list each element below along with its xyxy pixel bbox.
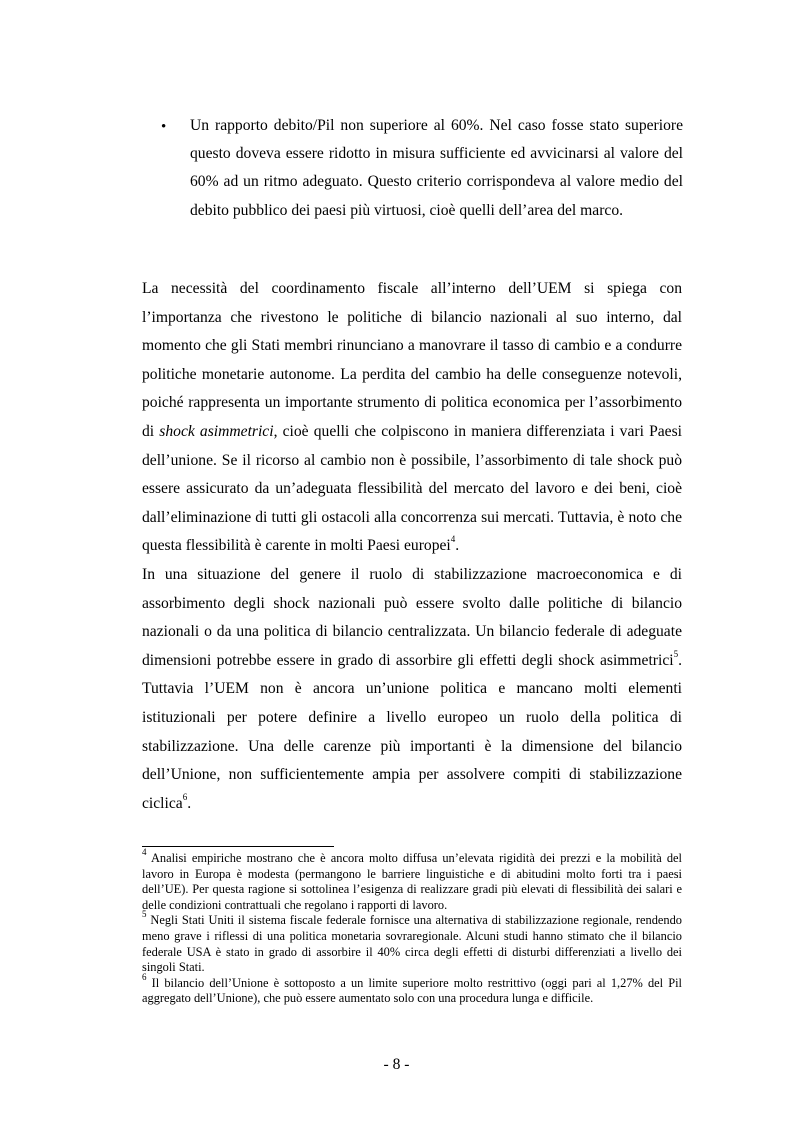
page-number: - 8 -	[383, 1056, 410, 1073]
bullet-text: Un rapporto debito/Pil non superiore al 60%. Nel caso fosse stato superiore questo doveva essere ridotto in misura sufficiente ed avvicinarsi al valore del 60% ad un ritmo adeguato. Questo criterio corrispondeva al valore medio del debito pubblico dei paesi più virtuosi, cioè quelli dell’area del marco.	[190, 117, 683, 219]
footnote-ref-4: 4	[450, 534, 456, 545]
paragraph-1: La necessità del coordinamento fiscale all’interno dell’UEM si spiega con l’importanza che rivestono le politiche di bilancio nazionali al suo interno, dal momento che gli Stati membri rinunciano a manovrare il tasso di cambio e a condurre politiche monetarie autonome. La perdita del cambio ha delle conseguenze notevoli, poiché rappresenta un importante strumento di politica economica per l’assorbimento di shock asimmetrici, cioè quelli che colpiscono in maniera differenziata i vari Paesi dell’unione. Se il ricorso al cambio non è possibile, l’assorbimento di tale shock può essere assicurato da un’adeguata flessibilità del mercato del lavoro e dei beni, cioè dall’eliminazione di tutti gli ostacoli alla concorrenza sui mercati. Tuttavia, è noto che questa flessibilità è carente in molti Paesi europei$^4$.	[142, 280, 682, 555]
bullet-item	[161, 112, 683, 225]
footnote-6: $^6$ Il bilancio dell’Unione è sottoposto a un limite superiore molto restrittivo (oggi pari al 1,27% del Pil aggregato dell’Unione), che può essere aumentato solo con una procedura lunga e difficile.	[142, 971, 682, 1006]
main-text	[142, 275, 682, 818]
footnotes	[142, 846, 682, 1007]
footnote-5: $^5$ Negli Stati Uniti il sistema fiscale federale fornisce una alternativa di stabilizzazione regionale, rendendo meno grave i riflessi di una politica monetaria sovraregionale. Alcuni studi hanno stimato che il bilancio federale USA è stato in grado di assorbire il 40% circa degli effetti di disturbi differenziati a livello dei singoli Stati.	[142, 909, 682, 975]
footnote-ref-5: 5	[673, 648, 679, 659]
footnote-separator	[142, 846, 334, 847]
paragraph-2: In una situazione del genere il ruolo di stabilizzazione macroeconomica e di assorbimento degli shock nazionali può essere svolto dalle politiche di bilancio nazionali o da una politica di bilancio centralizzata. Un bilancio federale di adeguate dimensioni potrebbe essere in grado di assorbire gli effetti degli shock asimmetrici$^5$. Tuttavia l’UEM non è ancora un’unione politica e mancano molti elementi istituzionali per potere definire a livello europeo un ruolo della politica di stabilizzazione. Una delle carenze più importanti è la dimensione del bilancio dell’Unione, non sufficientemente ampia per assolvere compiti di stabilizzazione ciclica$^6$.	[142, 565, 682, 812]
bullet-icon: •	[161, 119, 167, 135]
footnote-4: $^4$ Analisi empiriche mostrano che è ancora molto diffusa un’elevata rigidità dei prezzi e la mobilità del lavoro in Europa è modesta (permangono le barriere linguistiche e di abitudini molto forti tra i paesi dell’UE). Per questa ragione si sottolinea l’esigenza di realizzare gradi più elevati di flessibilità dei salari e delle condizioni contrattuali che regolano i rapporti di lavoro.	[142, 846, 682, 912]
italic-term: shock asimmetrici	[159, 422, 274, 440]
footnote-ref-6: 6	[182, 791, 188, 802]
